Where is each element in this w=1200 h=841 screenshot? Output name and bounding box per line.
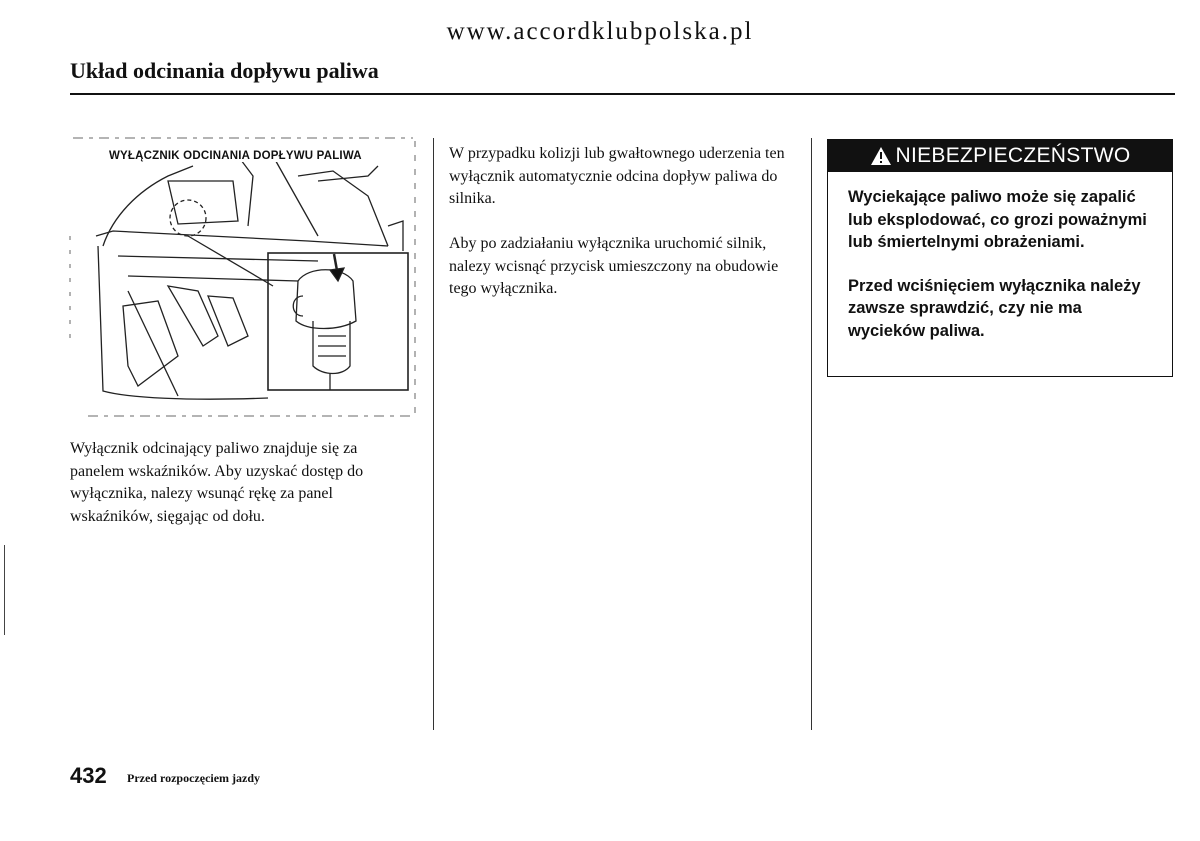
title-rule <box>70 93 1175 95</box>
danger-box <box>827 139 1173 377</box>
left-paragraph: Wyłącznik odcinający paliwo znajduje się za panelem wskaźników. Aby uzyskać dostęp do wyłącznika, nalezy wsunąć rękę za panel wskaźników, sięgając od dołu. <box>70 440 364 525</box>
page-number: 432 <box>70 763 107 788</box>
danger-paragraph-2: Przed wciśnięciem wyłącznika należy zawsze sprawdzić, czy nie ma wycieków paliwa. <box>848 276 1141 340</box>
column-divider-right <box>811 138 812 730</box>
page-title: Układ odcinania dopływu paliwa <box>70 58 379 83</box>
section-name: Przed rozpoczęciem jazdy <box>127 771 261 785</box>
margin-line <box>4 545 5 635</box>
middle-paragraph-2: Aby po zadziałaniu wyłącznika uruchomić silnik, nalezy wcisnąć przycisk umieszczony na obudowie tego wyłącznika. <box>449 235 779 297</box>
middle-paragraph-1: W przypadku kolizji lub gwałtownego uderzenia ten wyłącznik automatycznie odcina dopływ paliwa do silnika. <box>449 145 785 207</box>
column-divider-left <box>433 138 434 730</box>
figure-label: WYŁĄCZNIK ODCINANIA DOPŁYWU PALIWA <box>109 150 362 162</box>
danger-heading: NIEBEZPIECZEŃSTWO <box>895 144 1131 167</box>
danger-header <box>828 140 1172 172</box>
site-url: www.accordklubpolska.pl <box>446 18 754 45</box>
warning-triangle-icon <box>870 146 892 166</box>
fuel-cutoff-switch-illustration <box>68 136 418 421</box>
danger-paragraph-1: Wyciekające paliwo może się zapalić lub eksplodować, co grozi poważnymi lub śmiertelnymi obrażeniami. <box>848 188 1147 251</box>
